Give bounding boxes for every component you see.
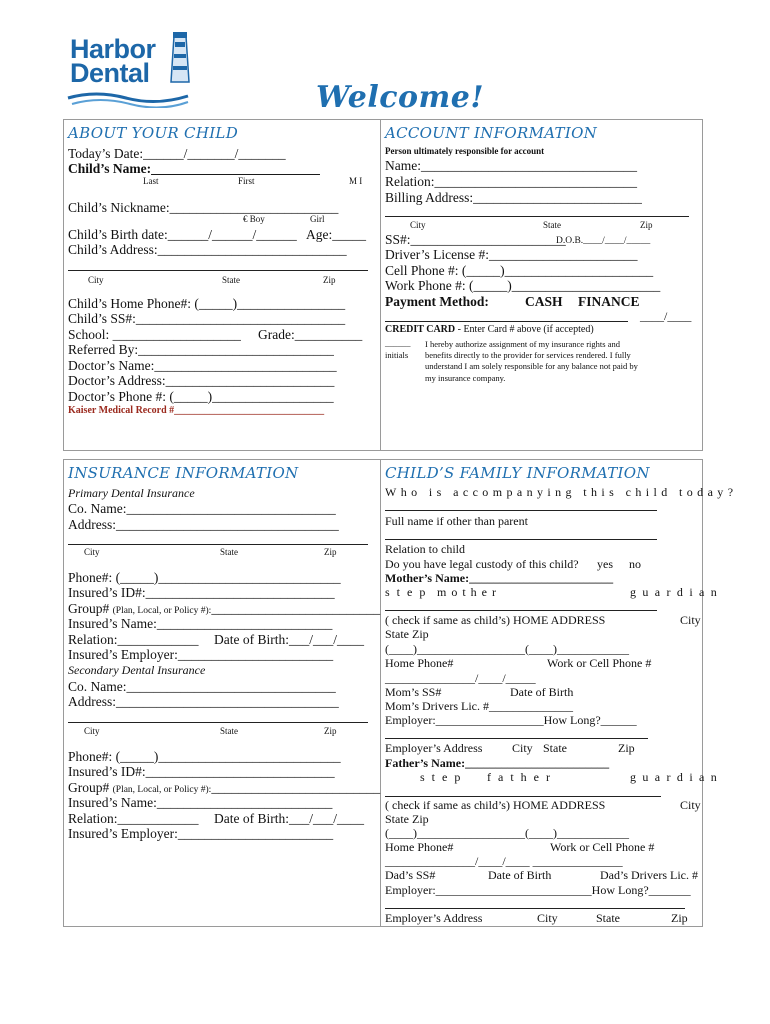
dads-ss-label: Dad’s SS# [385,868,436,882]
account-zip-label: Zip [640,220,653,230]
page-title: Welcome! [316,80,485,115]
father-phones-field[interactable]: (____)__________________(____)____________ [385,826,629,840]
secondary-insured-id-field[interactable]: Insured’s ID#:____________________________ [68,764,335,779]
initials-blank[interactable]: ______ [385,338,411,348]
primary-co-name-field[interactable]: Co. Name:_______________________________ [68,501,336,516]
secondary-group-field[interactable] [68,780,380,795]
secondary-relation-field[interactable]: Relation:____________ [68,811,199,826]
account-heading: ACCOUNT INFORMATION [385,124,598,142]
mother-city-label: City [680,613,701,627]
payment-method-label: Payment Method: [385,294,489,309]
father-name-field[interactable]: Father’s Name:________________________ [385,756,610,770]
logo-line-2: Dental [70,58,150,88]
school-field[interactable]: School: ___________________ [68,327,241,342]
responsible-label: Person ultimately responsible for account [385,146,545,156]
primary-phone-field[interactable]: Phone#: (_____)___________________________ [68,570,341,585]
secondary-city-label: City [84,726,100,736]
address-line [68,270,368,271]
account-name-field[interactable]: Name:________________________________ [385,158,637,173]
account-ss-field[interactable]: SS#:_______________________ [385,232,566,247]
primary-zip-label: Zip [324,547,337,557]
mother-name-field[interactable]: Mother’s Name:________________________ [385,571,614,585]
dads-license-label: Dad’s Drivers Lic. # [600,868,698,882]
mother-employer-city: City [512,741,533,755]
girl-checkbox[interactable]: Girl [310,214,325,224]
childs-name-field[interactable]: Child’s Name:_________________________ [68,161,320,176]
zip-label: Zip [323,275,336,285]
father-employer-zip: Zip [671,911,688,925]
secondary-insurance-label: Secondary Dental Insurance [68,663,206,677]
mother-guardian[interactable]: guardian [630,585,724,599]
mother-state-zip-label: State Zip [385,627,429,641]
primary-city-label: City [84,547,100,557]
todays-date-field[interactable]: Today’s Date:______/_______/_______ [68,146,286,161]
secondary-state-label: State [220,726,238,736]
wave-icon [66,88,190,108]
account-dob-field[interactable]: D.O.B.____/____/_____ [556,236,651,246]
group-line: _________________________ [211,780,381,795]
father-step[interactable]: step [420,770,468,784]
mi-label: M I [349,176,363,186]
account-city-label: City [410,220,426,230]
mother-employer-address: Employer’s Address [385,741,483,755]
full-name-line [385,539,657,540]
credit-card-note [385,325,594,335]
secondary-employer-field[interactable]: Insured’s Employer:_______________________ [68,826,334,841]
column-divider-top [380,120,381,450]
full-name-label: Full name if other than parent [385,514,528,528]
cell-phone-field[interactable]: Cell Phone #: (_____)______________________ [385,263,654,278]
secondary-dob-field[interactable]: Date of Birth:___/___/____ [214,811,364,826]
kaiser-record-field[interactable]: Kaiser Medical Record #______________________________ [68,405,325,416]
boy-checkbox[interactable]: € Boy [243,214,265,224]
father-employer-address: Employer’s Address [385,911,483,925]
group-note: (Plan, Local, or Policy #): [112,606,212,616]
mother-same-address[interactable]: ( check if same as child’s) HOME ADDRESS [385,613,606,627]
last-label: Last [143,176,159,186]
custody-no[interactable]: no [629,557,641,571]
home-phone-field[interactable]: Child’s Home Phone#: (_____)________________ [68,296,346,311]
insurance-heading: INSURANCE INFORMATION [68,464,299,482]
city-label: City [88,275,104,285]
mother-employer-state: State [543,741,567,755]
family-heading: CHILD’S FAMILY INFORMATION [385,464,650,482]
primary-insured-name-field[interactable]: Insured’s Name:__________________________ [68,616,333,631]
first-label: First [238,176,255,186]
nickname-field[interactable]: Child’s Nickname:_________________________ [68,200,339,215]
secondary-insured-name-field[interactable]: Insured’s Name:__________________________ [68,795,333,810]
primary-dob-field[interactable]: Date of Birth:___/___/____ [214,632,364,647]
authorization-line-2: benefits directly to the provider for services rendered. I fully [425,350,631,360]
accompanying-line [385,510,657,511]
moms-ss-label: Mom’s SS# [385,685,442,699]
birth-date-field[interactable]: Child’s Birth date:______/______/______ [68,227,297,242]
doctor-address-field[interactable]: Doctor’s Address:_________________________ [68,373,335,388]
mother-phones-field[interactable]: (____)__________________(____)____________ [385,642,629,656]
group-note: (Plan, Local, or Policy #): [112,785,212,795]
mother-employer-field[interactable]: Employer:__________________How Long?______ [385,713,637,727]
billing-line [385,216,689,217]
mother-step[interactable]: step [385,585,433,599]
father-employer-city: City [537,911,558,925]
logo [66,30,186,110]
father-city-label: City [680,798,701,812]
father-home-phone-label: Home Phone# [385,840,454,854]
account-relation-field[interactable]: Relation:______________________________ [385,174,637,189]
secondary-address-line [68,722,368,723]
authorization-line-1: I hereby authorize assignment of my insurance rights and [425,339,620,349]
logo-line-1: Harbor [70,34,156,64]
mother-dob-label: Date of Birth [510,685,574,699]
secondary-phone-field[interactable]: Phone#: (_____)___________________________ [68,749,341,764]
finance-option[interactable]: FINANCE [578,294,640,309]
secondary-zip-label: Zip [324,726,337,736]
primary-group-field[interactable] [68,601,380,616]
child-address-field[interactable]: Child’s Address:____________________________ [68,242,347,257]
child-ss-field[interactable]: Child’s SS#:_______________________________ [68,311,346,326]
father-employer-field[interactable]: Employer:__________________________How Long?_______ [385,883,691,897]
about-heading: ABOUT YOUR CHILD [68,124,239,142]
column-divider-bottom [380,460,381,926]
referred-field[interactable]: Referred By:_____________________________ [68,342,334,357]
relation-to-child-label: Relation to child [385,542,465,556]
father-state-zip-label: State Zip [385,812,429,826]
doctor-name-field[interactable]: Doctor’s Name:___________________________ [68,358,337,373]
billing-address-field[interactable]: Billing Address:_________________________ [385,190,642,205]
authorization-line-4: my insurance company. [425,373,506,383]
father-option[interactable]: father [487,770,557,784]
primary-insurance-label: Primary Dental Insurance [68,486,195,500]
age-field[interactable]: Age:_____ [306,227,366,242]
account-state-label: State [543,220,561,230]
group-line: _________________________ [211,601,381,616]
moms-license-field[interactable]: Mom’s Drivers Lic. #______________ [385,699,573,713]
primary-address-field[interactable]: Address:_________________________________ [68,517,339,532]
custody-question: Do you have legal custody of this child? [385,557,579,571]
mother-ss-dob-blanks[interactable]: _______________/____/_____ [385,671,536,685]
mother-home-phone-label: Home Phone# [385,656,454,670]
mother-line [385,610,657,611]
primary-address-line [68,544,368,545]
mother-employer-zip: Zip [618,741,635,755]
secondary-co-name-field[interactable]: Co. Name:_______________________________ [68,679,336,694]
secondary-address-field[interactable]: Address:_________________________________ [68,694,339,709]
grade-field[interactable]: Grade:__________ [258,327,363,342]
work-phone-field[interactable]: Work Phone #: (_____)______________________ [385,278,661,293]
accompanying-field[interactable]: Who is accompanying this child today? [385,485,738,499]
father-same-address[interactable]: ( check if same as child’s) HOME ADDRESS [385,798,606,812]
father-work-cell-label: Work or Cell Phone # [550,840,655,854]
father-employer-line [385,908,685,909]
primary-state-label: State [220,547,238,557]
card-expiry-field[interactable]: ____/____ [640,309,692,323]
father-guardian[interactable]: guardian [630,770,724,784]
mother-employer-line [385,738,648,739]
mother-work-cell-label: Work or Cell Phone # [547,656,652,670]
drivers-license-field[interactable]: Driver’s License #:______________________ [385,247,638,262]
credit-card-text: - Enter Card # above (if accepted) [455,324,594,335]
mother-option[interactable]: mother [437,585,501,599]
card-number-line [385,321,628,322]
cash-option[interactable]: CASH [525,294,563,309]
father-dob-label: Date of Birth [488,868,552,882]
authorization-line-3: understand I am solely responsible for any balance not paid by [425,361,638,371]
doctor-phone-field[interactable]: Doctor’s Phone #: (_____)__________________ [68,389,334,404]
initials-label: initials [385,350,409,360]
primary-relation-field[interactable]: Relation:____________ [68,632,199,647]
father-line [385,796,661,797]
primary-insured-id-field[interactable]: Insured’s ID#:____________________________ [68,585,335,600]
father-ss-dob-blanks[interactable]: _______________/____/____ _______________ [385,854,623,868]
state-label: State [222,275,240,285]
group-label: Group# [68,780,110,795]
credit-card-label: CREDIT CARD [385,324,456,335]
father-employer-state: State [596,911,620,925]
group-label: Group# [68,601,110,616]
custody-yes[interactable]: yes [597,557,613,571]
primary-employer-field[interactable]: Insured’s Employer:_______________________ [68,647,334,662]
